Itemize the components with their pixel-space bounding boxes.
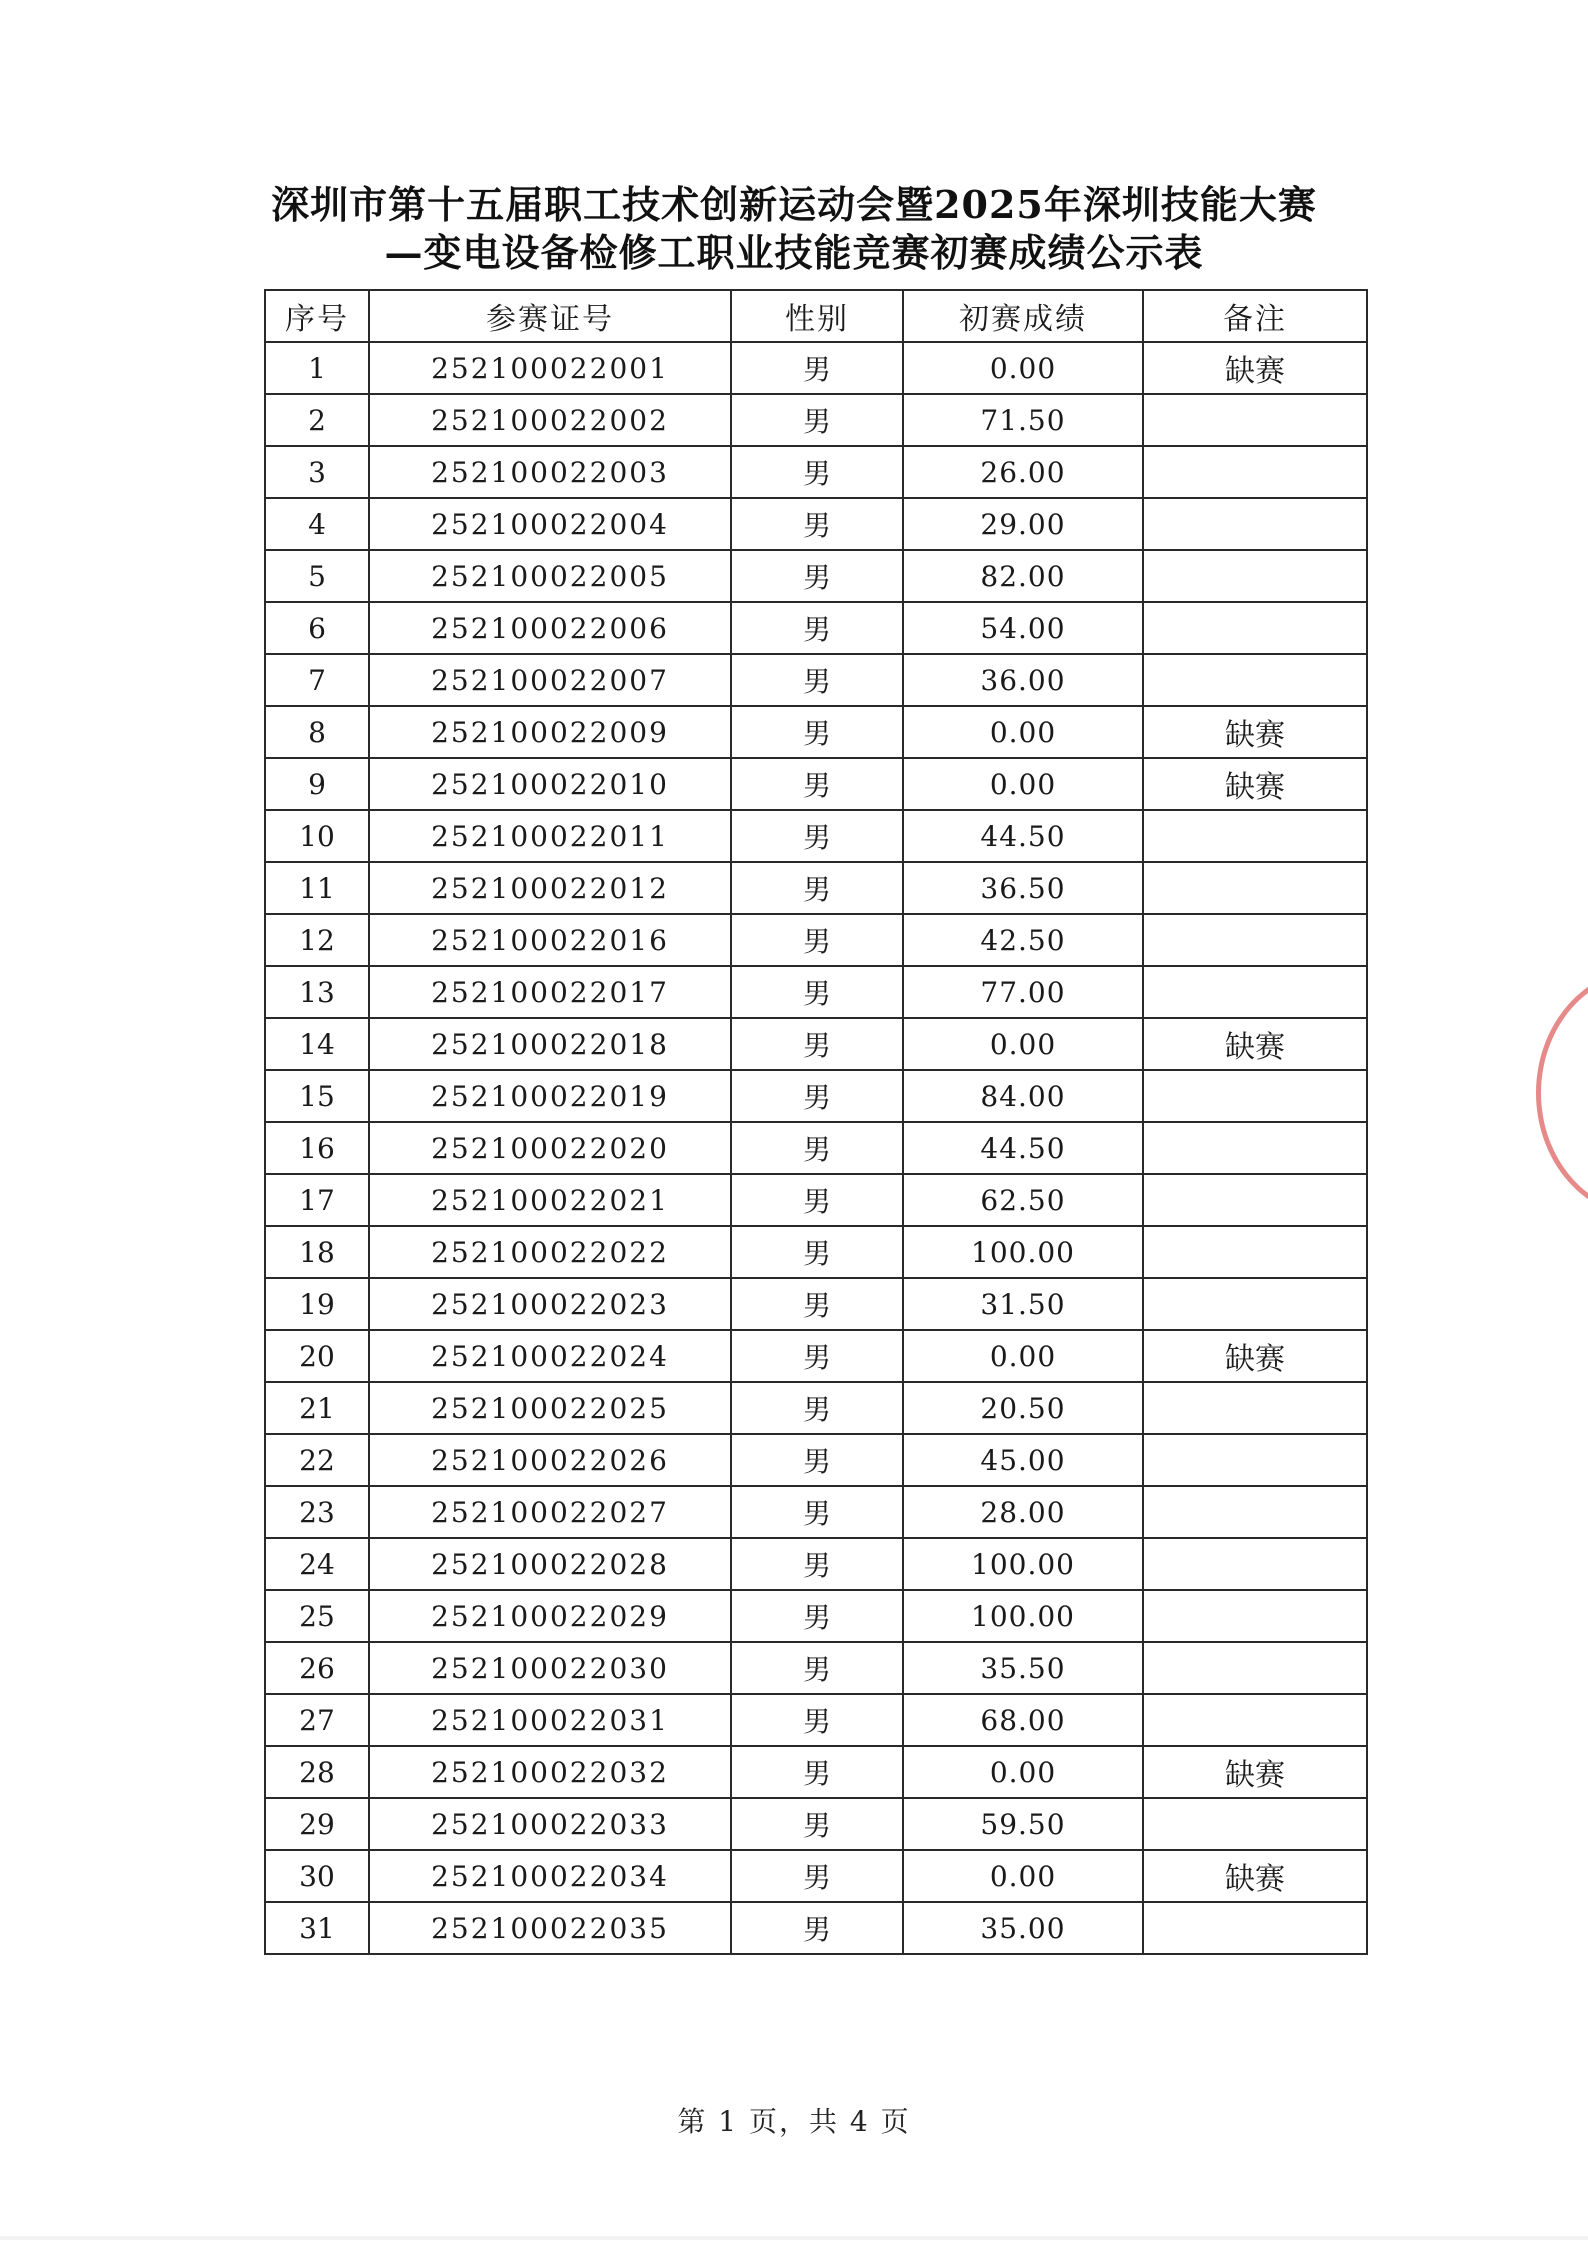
cell-remark [1143, 1070, 1367, 1122]
cell-id: 252100022023 [369, 1278, 731, 1330]
table-row [265, 1746, 1367, 1798]
cell-remark [1143, 1798, 1367, 1850]
table-row [265, 862, 1367, 914]
cell-gender: 男 [731, 1486, 903, 1538]
cell-score: 28.00 [903, 1486, 1143, 1538]
cell-no: 19 [265, 1278, 369, 1330]
cell-id: 252100022006 [369, 602, 731, 654]
cell-no: 26 [265, 1642, 369, 1694]
table-header-row [265, 290, 1367, 342]
cell-no: 5 [265, 550, 369, 602]
table-row [265, 1642, 1367, 1694]
cell-gender: 男 [731, 1382, 903, 1434]
cell-gender: 男 [731, 810, 903, 862]
cell-remark: 缺赛 [1143, 1018, 1367, 1070]
cell-score: 0.00 [903, 1018, 1143, 1070]
table-row [265, 602, 1367, 654]
cell-remark [1143, 446, 1367, 498]
table-row [265, 550, 1367, 602]
cell-no: 6 [265, 602, 369, 654]
cell-remark: 缺赛 [1143, 758, 1367, 810]
cell-id: 252100022020 [369, 1122, 731, 1174]
table-row [265, 1798, 1367, 1850]
cell-no: 27 [265, 1694, 369, 1746]
cell-remark [1143, 1590, 1367, 1642]
cell-score: 77.00 [903, 966, 1143, 1018]
cell-no: 25 [265, 1590, 369, 1642]
header-remark: 备注 [1143, 290, 1367, 342]
table-row [265, 966, 1367, 1018]
cell-no: 22 [265, 1434, 369, 1486]
table-row [265, 1382, 1367, 1434]
cell-no: 12 [265, 914, 369, 966]
header-no: 序号 [265, 290, 369, 342]
cell-score: 84.00 [903, 1070, 1143, 1122]
cell-no: 1 [265, 342, 369, 394]
cell-gender: 男 [731, 1590, 903, 1642]
table-row [265, 914, 1367, 966]
cell-gender: 男 [731, 602, 903, 654]
cell-score: 26.00 [903, 446, 1143, 498]
cell-id: 252100022001 [369, 342, 731, 394]
official-seal-stamp [1536, 968, 1588, 1218]
table-row [265, 810, 1367, 862]
cell-no: 24 [265, 1538, 369, 1590]
cell-gender: 男 [731, 394, 903, 446]
cell-id: 252100022011 [369, 810, 731, 862]
cell-id: 252100022003 [369, 446, 731, 498]
cell-remark [1143, 810, 1367, 862]
cell-no: 10 [265, 810, 369, 862]
cell-id: 252100022002 [369, 394, 731, 446]
cell-score: 0.00 [903, 706, 1143, 758]
cell-score: 100.00 [903, 1590, 1143, 1642]
document-title-line2: —变电设备检修工职业技能竞赛初赛成绩公示表 [384, 230, 1204, 275]
cell-id: 252100022009 [369, 706, 731, 758]
table-row [265, 1330, 1367, 1382]
table-row [265, 1538, 1367, 1590]
cell-score: 45.00 [903, 1434, 1143, 1486]
cell-remark [1143, 394, 1367, 446]
header-score: 初赛成绩 [903, 290, 1143, 342]
cell-score: 35.00 [903, 1902, 1143, 1954]
table-row [265, 1434, 1367, 1486]
score-table [264, 289, 1368, 1955]
cell-no: 13 [265, 966, 369, 1018]
cell-gender: 男 [731, 1434, 903, 1486]
cell-gender: 男 [731, 914, 903, 966]
cell-id: 252100022018 [369, 1018, 731, 1070]
cell-score: 82.00 [903, 550, 1143, 602]
cell-no: 8 [265, 706, 369, 758]
cell-gender: 男 [731, 1538, 903, 1590]
table-row [265, 498, 1367, 550]
cell-gender: 男 [731, 966, 903, 1018]
cell-gender: 男 [731, 1070, 903, 1122]
cell-remark [1143, 1226, 1367, 1278]
cell-no: 2 [265, 394, 369, 446]
cell-remark [1143, 914, 1367, 966]
cell-score: 59.50 [903, 1798, 1143, 1850]
cell-score: 68.00 [903, 1694, 1143, 1746]
cell-gender: 男 [731, 1018, 903, 1070]
cell-remark [1143, 1486, 1367, 1538]
cell-remark [1143, 1174, 1367, 1226]
table-row [265, 1278, 1367, 1330]
cell-remark [1143, 654, 1367, 706]
table-row [265, 758, 1367, 810]
table-row [265, 1070, 1367, 1122]
cell-no: 28 [265, 1746, 369, 1798]
cell-remark: 缺赛 [1143, 1850, 1367, 1902]
table-row [265, 706, 1367, 758]
cell-id: 252100022026 [369, 1434, 731, 1486]
cell-no: 31 [265, 1902, 369, 1954]
header-gender: 性别 [731, 290, 903, 342]
cell-id: 252100022012 [369, 862, 731, 914]
cell-gender: 男 [731, 706, 903, 758]
cell-gender: 男 [731, 1642, 903, 1694]
cell-id: 252100022025 [369, 1382, 731, 1434]
cell-id: 252100022022 [369, 1226, 731, 1278]
cell-remark [1143, 1694, 1367, 1746]
table-row [265, 394, 1367, 446]
cell-gender: 男 [731, 1902, 903, 1954]
cell-score: 100.00 [903, 1538, 1143, 1590]
cell-gender: 男 [731, 1694, 903, 1746]
cell-gender: 男 [731, 1226, 903, 1278]
cell-gender: 男 [731, 1330, 903, 1382]
cell-no: 14 [265, 1018, 369, 1070]
cell-gender: 男 [731, 1278, 903, 1330]
cell-score: 44.50 [903, 1122, 1143, 1174]
table-body [265, 342, 1367, 1954]
cell-id: 252100022030 [369, 1642, 731, 1694]
cell-gender: 男 [731, 862, 903, 914]
cell-score: 54.00 [903, 602, 1143, 654]
cell-score: 0.00 [903, 758, 1143, 810]
cell-gender: 男 [731, 1174, 903, 1226]
cell-gender: 男 [731, 550, 903, 602]
cell-id: 252100022029 [369, 1590, 731, 1642]
cell-id: 252100022034 [369, 1850, 731, 1902]
document-title-line1: 深圳市第十五届职工技术创新运动会暨2025年深圳技能大赛 [271, 182, 1317, 227]
table-row [265, 1850, 1367, 1902]
cell-id: 252100022017 [369, 966, 731, 1018]
cell-remark [1143, 1122, 1367, 1174]
cell-id: 252100022004 [369, 498, 731, 550]
cell-remark [1143, 1278, 1367, 1330]
cell-id: 252100022007 [369, 654, 731, 706]
cell-no: 18 [265, 1226, 369, 1278]
cell-score: 0.00 [903, 1330, 1143, 1382]
cell-no: 23 [265, 1486, 369, 1538]
cell-id: 252100022021 [369, 1174, 731, 1226]
cell-gender: 男 [731, 654, 903, 706]
cell-remark [1143, 1434, 1367, 1486]
scan-edge-line [0, 2236, 1588, 2240]
cell-gender: 男 [731, 1798, 903, 1850]
cell-id: 252100022032 [369, 1746, 731, 1798]
table-row [265, 1018, 1367, 1070]
cell-remark [1143, 498, 1367, 550]
cell-remark [1143, 1538, 1367, 1590]
cell-score: 35.50 [903, 1642, 1143, 1694]
cell-no: 15 [265, 1070, 369, 1122]
table-row [265, 1694, 1367, 1746]
cell-no: 20 [265, 1330, 369, 1382]
cell-gender: 男 [731, 1850, 903, 1902]
cell-gender: 男 [731, 758, 903, 810]
header-id: 参赛证号 [369, 290, 731, 342]
cell-gender: 男 [731, 446, 903, 498]
table-row [265, 1902, 1367, 1954]
cell-no: 4 [265, 498, 369, 550]
cell-gender: 男 [731, 342, 903, 394]
cell-remark [1143, 1382, 1367, 1434]
cell-remark: 缺赛 [1143, 706, 1367, 758]
cell-no: 29 [265, 1798, 369, 1850]
cell-score: 100.00 [903, 1226, 1143, 1278]
page-footer: 第 1 页，共 4 页 [677, 2105, 911, 2138]
cell-score: 44.50 [903, 810, 1143, 862]
table-row [265, 1590, 1367, 1642]
cell-score: 42.50 [903, 914, 1143, 966]
cell-no: 30 [265, 1850, 369, 1902]
cell-score: 36.00 [903, 654, 1143, 706]
cell-id: 252100022028 [369, 1538, 731, 1590]
cell-id: 252100022024 [369, 1330, 731, 1382]
cell-remark: 缺赛 [1143, 1746, 1367, 1798]
cell-score: 0.00 [903, 342, 1143, 394]
table-row [265, 654, 1367, 706]
cell-remark: 缺赛 [1143, 1330, 1367, 1382]
cell-score: 31.50 [903, 1278, 1143, 1330]
table-row [265, 1226, 1367, 1278]
cell-gender: 男 [731, 1122, 903, 1174]
cell-remark [1143, 1902, 1367, 1954]
cell-remark [1143, 862, 1367, 914]
table-row [265, 1486, 1367, 1538]
cell-remark [1143, 550, 1367, 602]
cell-remark [1143, 966, 1367, 1018]
table-row [265, 342, 1367, 394]
cell-no: 9 [265, 758, 369, 810]
cell-no: 11 [265, 862, 369, 914]
cell-id: 252100022010 [369, 758, 731, 810]
cell-id: 252100022035 [369, 1902, 731, 1954]
cell-id: 252100022019 [369, 1070, 731, 1122]
cell-score: 62.50 [903, 1174, 1143, 1226]
table-row [265, 446, 1367, 498]
cell-score: 0.00 [903, 1850, 1143, 1902]
cell-no: 3 [265, 446, 369, 498]
cell-no: 7 [265, 654, 369, 706]
cell-remark: 缺赛 [1143, 342, 1367, 394]
cell-id: 252100022033 [369, 1798, 731, 1850]
cell-remark [1143, 602, 1367, 654]
cell-gender: 男 [731, 498, 903, 550]
table-row [265, 1174, 1367, 1226]
cell-score: 0.00 [903, 1746, 1143, 1798]
cell-score: 29.00 [903, 498, 1143, 550]
cell-id: 252100022005 [369, 550, 731, 602]
cell-no: 16 [265, 1122, 369, 1174]
cell-id: 252100022016 [369, 914, 731, 966]
cell-no: 21 [265, 1382, 369, 1434]
table-row [265, 1122, 1367, 1174]
cell-id: 252100022027 [369, 1486, 731, 1538]
cell-no: 17 [265, 1174, 369, 1226]
cell-score: 20.50 [903, 1382, 1143, 1434]
cell-remark [1143, 1642, 1367, 1694]
cell-score: 71.50 [903, 394, 1143, 446]
cell-id: 252100022031 [369, 1694, 731, 1746]
cell-score: 36.50 [903, 862, 1143, 914]
cell-gender: 男 [731, 1746, 903, 1798]
